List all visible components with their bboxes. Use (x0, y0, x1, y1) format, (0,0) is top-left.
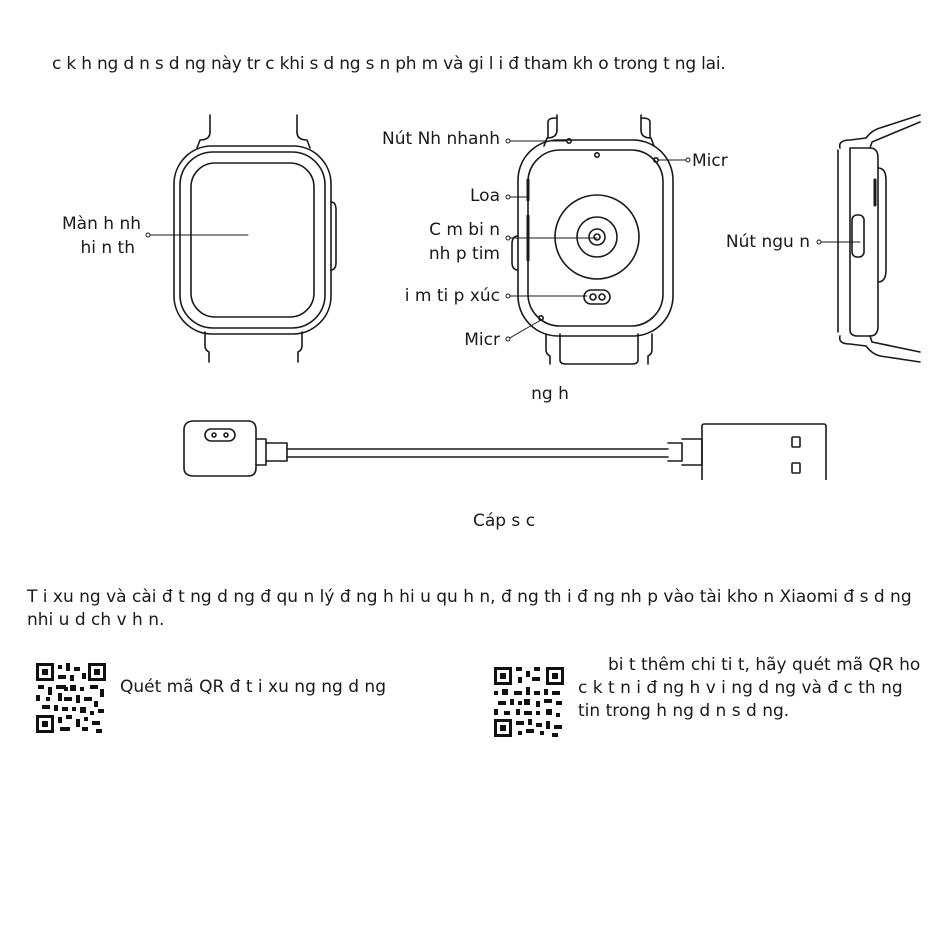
mic-bottom-label: Micr (464, 330, 500, 350)
app-download-paragraph: T i xu ng và cài đ t ng d ng đ qu n lý đ ng h hi u qu h n, đ ng th i đ ng nh p vào tài kho n Xiaomi đ s d ng nhi u d ch v h n. (27, 587, 912, 630)
heart-sensor-label-line1: C m bi n (429, 220, 500, 240)
heart-sensor-label-line2: nh p tim (428, 244, 500, 264)
mic-top-label: Micr (692, 151, 728, 171)
qr1-caption: Quét mã QR đ t i xu ng ng d ng (120, 677, 386, 697)
qr2-caption (578, 654, 923, 723)
side-watch-illustration (838, 115, 920, 362)
watch-caption: ng h (531, 384, 569, 404)
back-watch-illustration (512, 115, 673, 364)
front-watch-illustration (174, 115, 336, 362)
manual-qr-code[interactable] (494, 667, 564, 737)
qr2-caption-text: bi t thêm chi ti t, hãy quét mã QR ho c k t n i đ ng h v i ng d ng và đ c th ng tin trong h ng d n s d ng. (578, 655, 921, 721)
power-button-label: Nút ngu n (725, 232, 810, 252)
cable-caption: Cáp s c (472, 511, 536, 531)
quick-button-label: Nút Nh nhanh (382, 129, 500, 149)
intro-text: c k h ng d n s d ng này tr c khi s d ng s n ph m và gi l i đ tham kh o trong t ng lai. (52, 54, 726, 74)
contacts-label: i m ti p xúc (404, 286, 500, 306)
speaker-label: Loa (470, 186, 500, 206)
charging-cable-illustration (184, 421, 826, 480)
display-label-line2: hi n th (80, 238, 135, 258)
display-label-line1: Màn h nh (62, 214, 141, 234)
app-download-qr-code[interactable] (36, 663, 106, 733)
